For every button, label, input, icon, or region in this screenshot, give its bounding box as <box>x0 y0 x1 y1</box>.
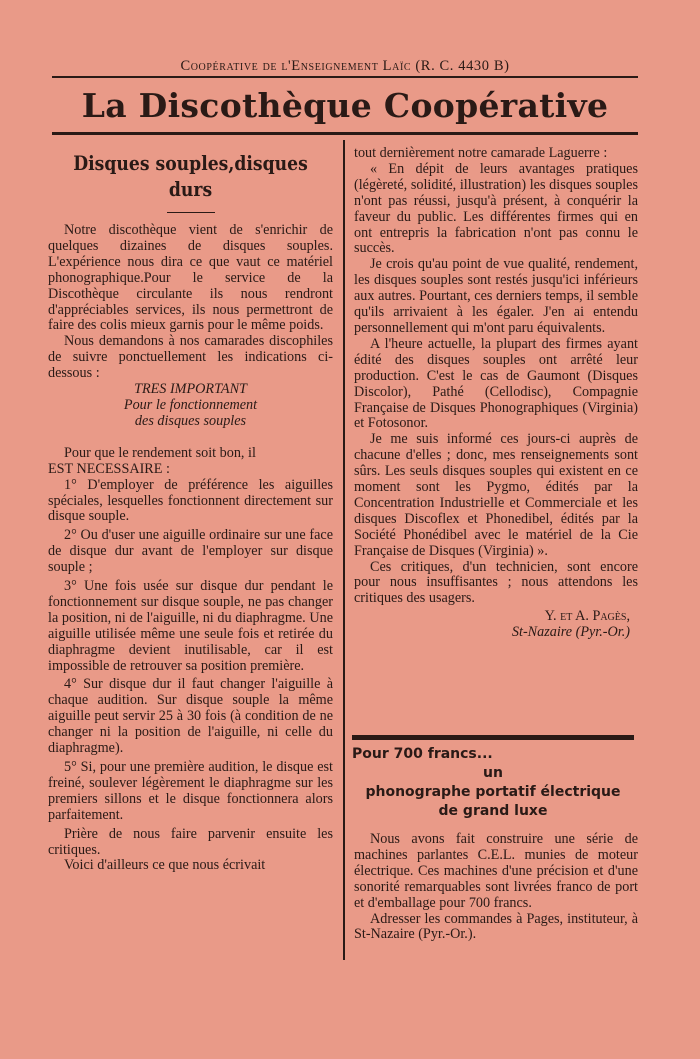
paragraph: Prière de nous faire parvenir ensuite les critiques. <box>48 825 333 858</box>
ad-heading-line: de grand luxe <box>438 803 548 819</box>
column-divider <box>343 140 345 960</box>
ad-heading-line: un <box>483 765 503 781</box>
paragraph: Je me suis informé ces jours-ci auprès de chacune d'elles ; donc, mes renseignements sont sûrs. Les seuls disques souples qui existent en ce moment sont les Pygmo, édités par la Concentration Industrielle et Commerciale et les disques Discoflex et Phonedibel, édités par la Société Phonédibel avec le matériel de la Cie Française de Disques (Virginia) ». <box>354 431 638 559</box>
paragraph: Nous avons fait construire une série de machines parlantes C.E.L. munies de moteur électrique. Ces machines d'une précision et d'une sonorité remarquables sont livrées franco de port et d'emballage pour 700 francs. <box>354 831 638 911</box>
paragraph: Je crois qu'au point de vue qualité, rendement, les disques souples sont restés jusqu'ici inférieurs aux autres. Pourtant, ces derniers temps, il semble qu'ils arrivaient à les égaler. J'en ai entendu personnellement qui m'ont paru équivalents. <box>354 256 638 336</box>
title-rule <box>52 132 638 135</box>
paragraph: EST NECESSAIRE : <box>48 460 170 477</box>
ad-heading-line: phonographe portatif électrique <box>365 784 621 800</box>
point-item: 3° Une fois usée sur disque dur pendant le fonctionnement sur disque souple, ne pas changer la position, ni de l'aiguille, ni du diaphragme. Une aiguille utilisée même une seule fois et retirée du diaphragme devient inutilisable, car il est impossible de retrouver sa position première. <box>48 578 333 674</box>
paragraph: A l'heure actuelle, la plupart des firmes ayant édité des disques souples ont arrêté leur production. C'est le cas de Gaumont (Disques Discolor), Pathé (Cellodisc), Compagnie Française de Disques Phonographiques (Virginia) et Fotosonor. <box>354 335 638 432</box>
paragraph: Voici d'ailleurs ce que nous écrivait <box>64 857 266 874</box>
signature: Y. et A. Pagès, <box>544 608 630 625</box>
point-item: 5° Si, pour une première audition, le disque est freiné, soulever légèrement le diaphragme sur les premiers sillons et le disque fonctionnera alors parfaitement. <box>48 759 333 823</box>
paragraph: Notre discothèque vient de s'enrichir de quelques dizaines de disques souples. L'expérience nous dira ce que vaut ce matériel phonographique.Pour le service de la Discothèque circulante ils nous rendront d'appréciables services, ils nous permettront de faire des colis mieux garnis pour le même poids. <box>48 222 333 334</box>
important-subheading: Pour le fonctionnement <box>123 396 258 413</box>
masthead: Coopérative de l'Enseignement Laïc (R. C. 4430 B) <box>180 58 510 74</box>
masthead-rule <box>52 76 638 78</box>
signature-location: St-Nazaire (Pyr.-Or.) <box>511 624 630 641</box>
ad-body <box>354 832 638 943</box>
right-column <box>354 146 638 641</box>
left-column <box>48 150 333 874</box>
article-heading: Disques souples,disques durs <box>73 151 308 201</box>
paragraph: « En dépit de leurs avantages pratiques (légèreté, solidité, illustration) les disques souples n'ont pas réussi, jusqu'à présent, à conquérir la faveur du public. Les différentes firmes qui en ont entrepris la fabrication n'ont pas connu le succès. <box>354 160 638 257</box>
page-title: La Discothèque Coopérative <box>81 86 609 125</box>
point-item: 1° D'employer de préférence les aiguilles spéciales, lesquelles fonctionnent directement sur disque souple. <box>48 476 333 525</box>
ad-heading <box>352 745 634 821</box>
ad-heading-line: Pour 700 francs... <box>352 746 493 762</box>
point-item: 4° Sur disque dur il faut changer l'aiguille à chaque audition. Sur disque souple la même aiguille peut servir 25 à 30 fois (à condition de ne changer ni la position de l'aiguille, ni celle du diaphragme). <box>48 676 333 757</box>
paragraph: Pour que le rendement soit bon, il <box>64 444 256 461</box>
paragraph: Ces critiques, d'un technicien, sont encore pour nous insuffisantes ; nous attendons les critiques des usagers. <box>354 558 638 607</box>
paragraph: Adresser les commandes à Pages, instituteur, à St-Nazaire (Pyr.-Or.). <box>354 910 638 943</box>
point-item: 2° Ou d'user une aiguille ordinaire sur une face de disque dur avant de l'employer sur disque souple ; <box>48 527 333 576</box>
heading-rule <box>167 212 215 213</box>
ad-rule <box>352 735 634 740</box>
important-heading: TRES IMPORTANT <box>134 381 247 398</box>
paragraph: Nous demandons à nos camarades discophiles de suivre ponctuellement les indications ci-dessous : <box>48 333 333 382</box>
important-subheading: des disques souples <box>134 412 247 429</box>
paragraph: tout dernièrement notre camarade Laguerre : <box>354 145 608 161</box>
